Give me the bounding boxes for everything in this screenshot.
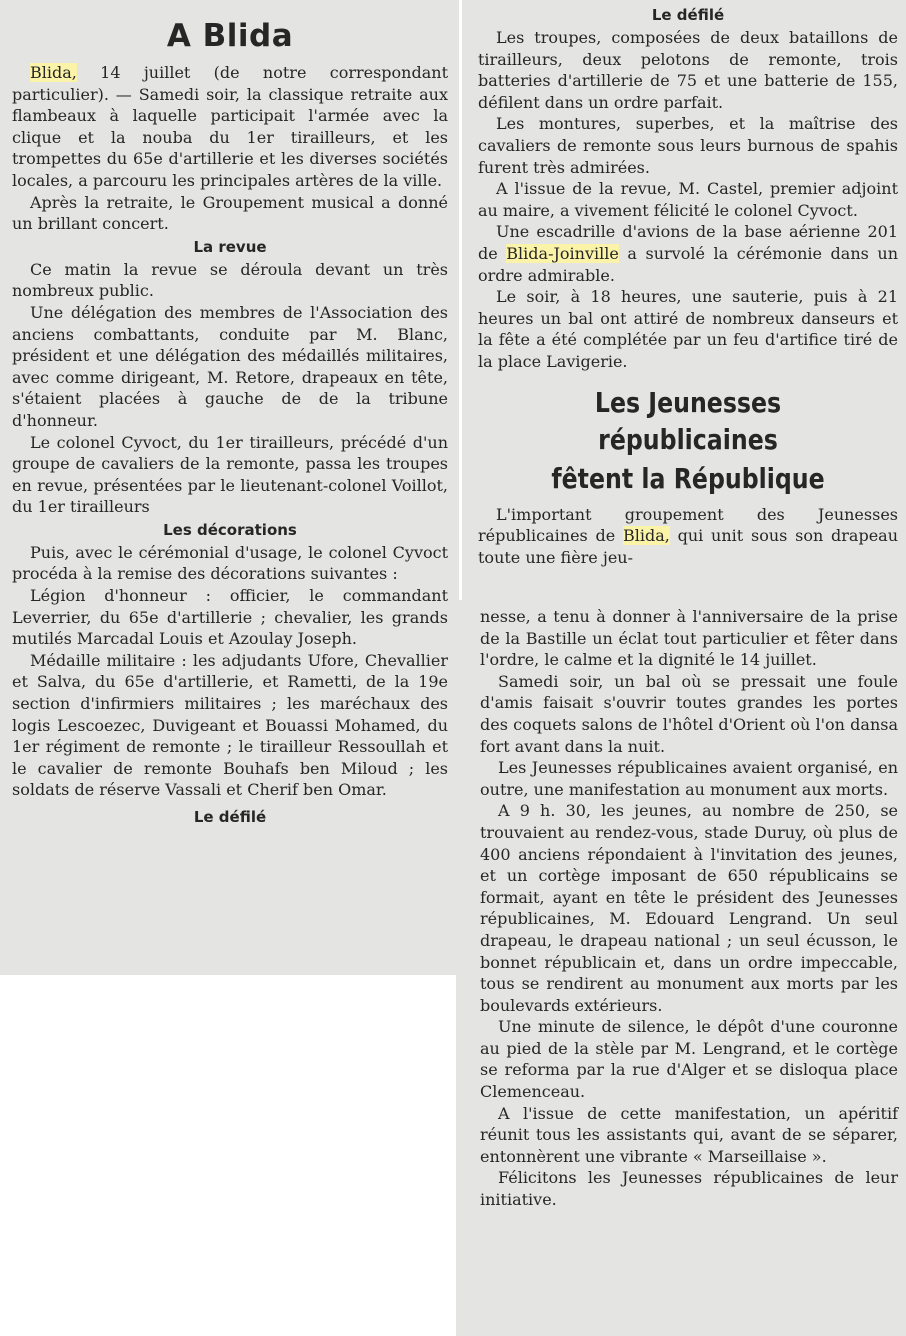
- article-column: [12, 0, 448, 829]
- paragraph: Ce matin la revue se déroula devant un très nombreux public.: [12, 259, 448, 301]
- text-run: qui unit sous son drapeau toute une fière jeu-: [478, 526, 899, 567]
- paragraph: Le colonel Cyvoct, du 1er tirailleurs, précédé d'un groupe de cavaliers de la remonte, passa les troupes en revue, présentées par le lieutenant-colonel Voillot, du 1er tirailleurs: [12, 432, 448, 517]
- highlight-place: Blida,: [623, 526, 670, 546]
- clipping-a-blida: [0, 0, 459, 975]
- subheading-decorations: Les décorations: [163, 520, 297, 539]
- paragraph: Médaille militaire : les adjudants Ufore, Chevallier et Salva, du 65e d'artillerie, et Rametti, de la 19e section d'infirmiers militaires ; les maréchaux des logis Lescoezec, Duvigeant et Bouassi Mohamed, du 1er régiment de remonte ; le tirailleur Ressoullah et le cavalier de remonte Bouhafs ben Miloud ; les soldats de réserve Vassali et Cherif ben Omar.: [12, 650, 448, 800]
- paragraph: Après la retraite, le Groupement musical a donné un brillant concert.: [12, 192, 448, 234]
- subheading-defile: Le défilé: [651, 6, 725, 24]
- paragraph: Légion d'honneur : officier, le commandant Leverrier, du 65e d'artillerie ; chevalier, les grands mutilés Marcadal Louis et Azoulay Joseph.: [12, 586, 448, 649]
- paragraph: nesse, a tenu à donner à l'anniversaire de la prise de la Bastille un éclat tout particulier et fêter dans l'ordre, le calme et la dignité le 14 juillet.: [480, 607, 898, 670]
- lead-paragraph: [12, 62, 448, 192]
- clipping-defile-jeunesses: [462, 0, 906, 600]
- paragraph: Une délégation des membres de l'Association des anciens combattants, conduite par M. Blanc, président et une délégation des médaillés militaires, avec comme dirigeant, M. Retore, drapeaux en tête, s'étaient placées à gauche de de la tribune d'honneur.: [12, 302, 448, 430]
- subheading-revue: La revue: [193, 237, 267, 256]
- text-run: L'important groupement des Jeunesses républicaines de: [478, 504, 898, 546]
- highlight-place: Blida-Joinville: [506, 243, 619, 263]
- paragraph: Les montures, superbes, et la maîtrise des cavaliers de remonte sous leurs burnous de spahis furent très admirées.: [478, 114, 898, 177]
- highlight-place: Blida,: [30, 63, 77, 82]
- text-run: Une escadrille d'avions de la base aérienne 201 de: [478, 222, 898, 263]
- paragraph: A l'issue de la revue, M. Castel, premier adjoint au maire, a vivement félicité le colonel Cyvoct.: [478, 179, 898, 220]
- lead-text: 14 juillet (de notre correspondant particulier). — Samedi soir, la classique retraite aux flambeaux à laquelle participait l'armée avec la clique et la nouba du 1er tirailleurs, et les trompettes du 65e d'artillerie et les diverses sociétés locales, a parcouru les principales artères de la ville.: [12, 63, 448, 190]
- paragraph: Les troupes, composées de deux bataillons de tirailleurs, deux pelotons de remonte, trois batteries d'artillerie de 75 et une batterie de 155, défilent dans un ordre parfait.: [478, 28, 898, 112]
- paragraph: Les Jeunesses républicaines avaient organisé, en outre, une manifestation au monument aux morts.: [480, 758, 898, 799]
- paragraph: A 9 h. 30, les jeunes, au nombre de 250, se trouvaient au rendez-vous, stade Duruy, où plus de 400 anciens répondaient à l'invitation des jeunes, et un cortège imposant de 650 républicains se formait, ayant en tête le président des Jeunesses républicaines, M. Edouard Lengrand. Un seul drapeau, le drapeau national ; un seul écusson, le bonnet républicain et, dans un ordre impeccable, tous se rendirent au monument aux morts par les boulevards extérieurs.: [480, 801, 898, 1015]
- paragraph: Le soir, à 18 heures, une sauterie, puis à 21 heures un bal ont attiré de nombreux danseurs et la fête a été complétée par un feu d'artifice tiré de la place Lavigerie.: [478, 287, 898, 371]
- text-run: a survolé la cérémonie dans un ordre admirable.: [478, 243, 899, 285]
- article-column: [478, 0, 898, 568]
- clipping-jeunesses-continued: [456, 600, 906, 1336]
- headline-line-2: fêtent la République: [551, 462, 825, 495]
- subheading-defile: Le défilé: [193, 808, 267, 826]
- paragraph: A l'issue de cette manifestation, un apéritif réunit tous les assistants qui, avant de se séparer, entonnèrent une vibrante « Marseillaise ».: [480, 1103, 898, 1166]
- article-column: [480, 606, 898, 1211]
- paragraph: [478, 504, 898, 569]
- article-title: A Blida: [166, 18, 294, 54]
- paragraph: Félicitons les Jeunesses républicaines de leur initiative.: [480, 1168, 898, 1210]
- paragraph: Puis, avec le cérémonial d'usage, le colonel Cyvoct procéda à la remise des décorations suivantes :: [12, 542, 448, 584]
- paragraph: Samedi soir, un bal où se pressait une foule d'amis faisait s'ouvrir toutes grandes les portes des coquets salons de l'hôtel d'Orient où l'on dansa fort avant dans la nuit.: [480, 671, 898, 756]
- headline-line-1: Les Jeunesses républicaines: [594, 386, 782, 456]
- paragraph: Une minute de silence, le dépôt d'une couronne au pied de la stèle par M. Lengrand, et le cortège se reforma par la rue d'Alger et se disloqua place Clemenceau.: [480, 1017, 898, 1102]
- paragraph: [478, 221, 898, 286]
